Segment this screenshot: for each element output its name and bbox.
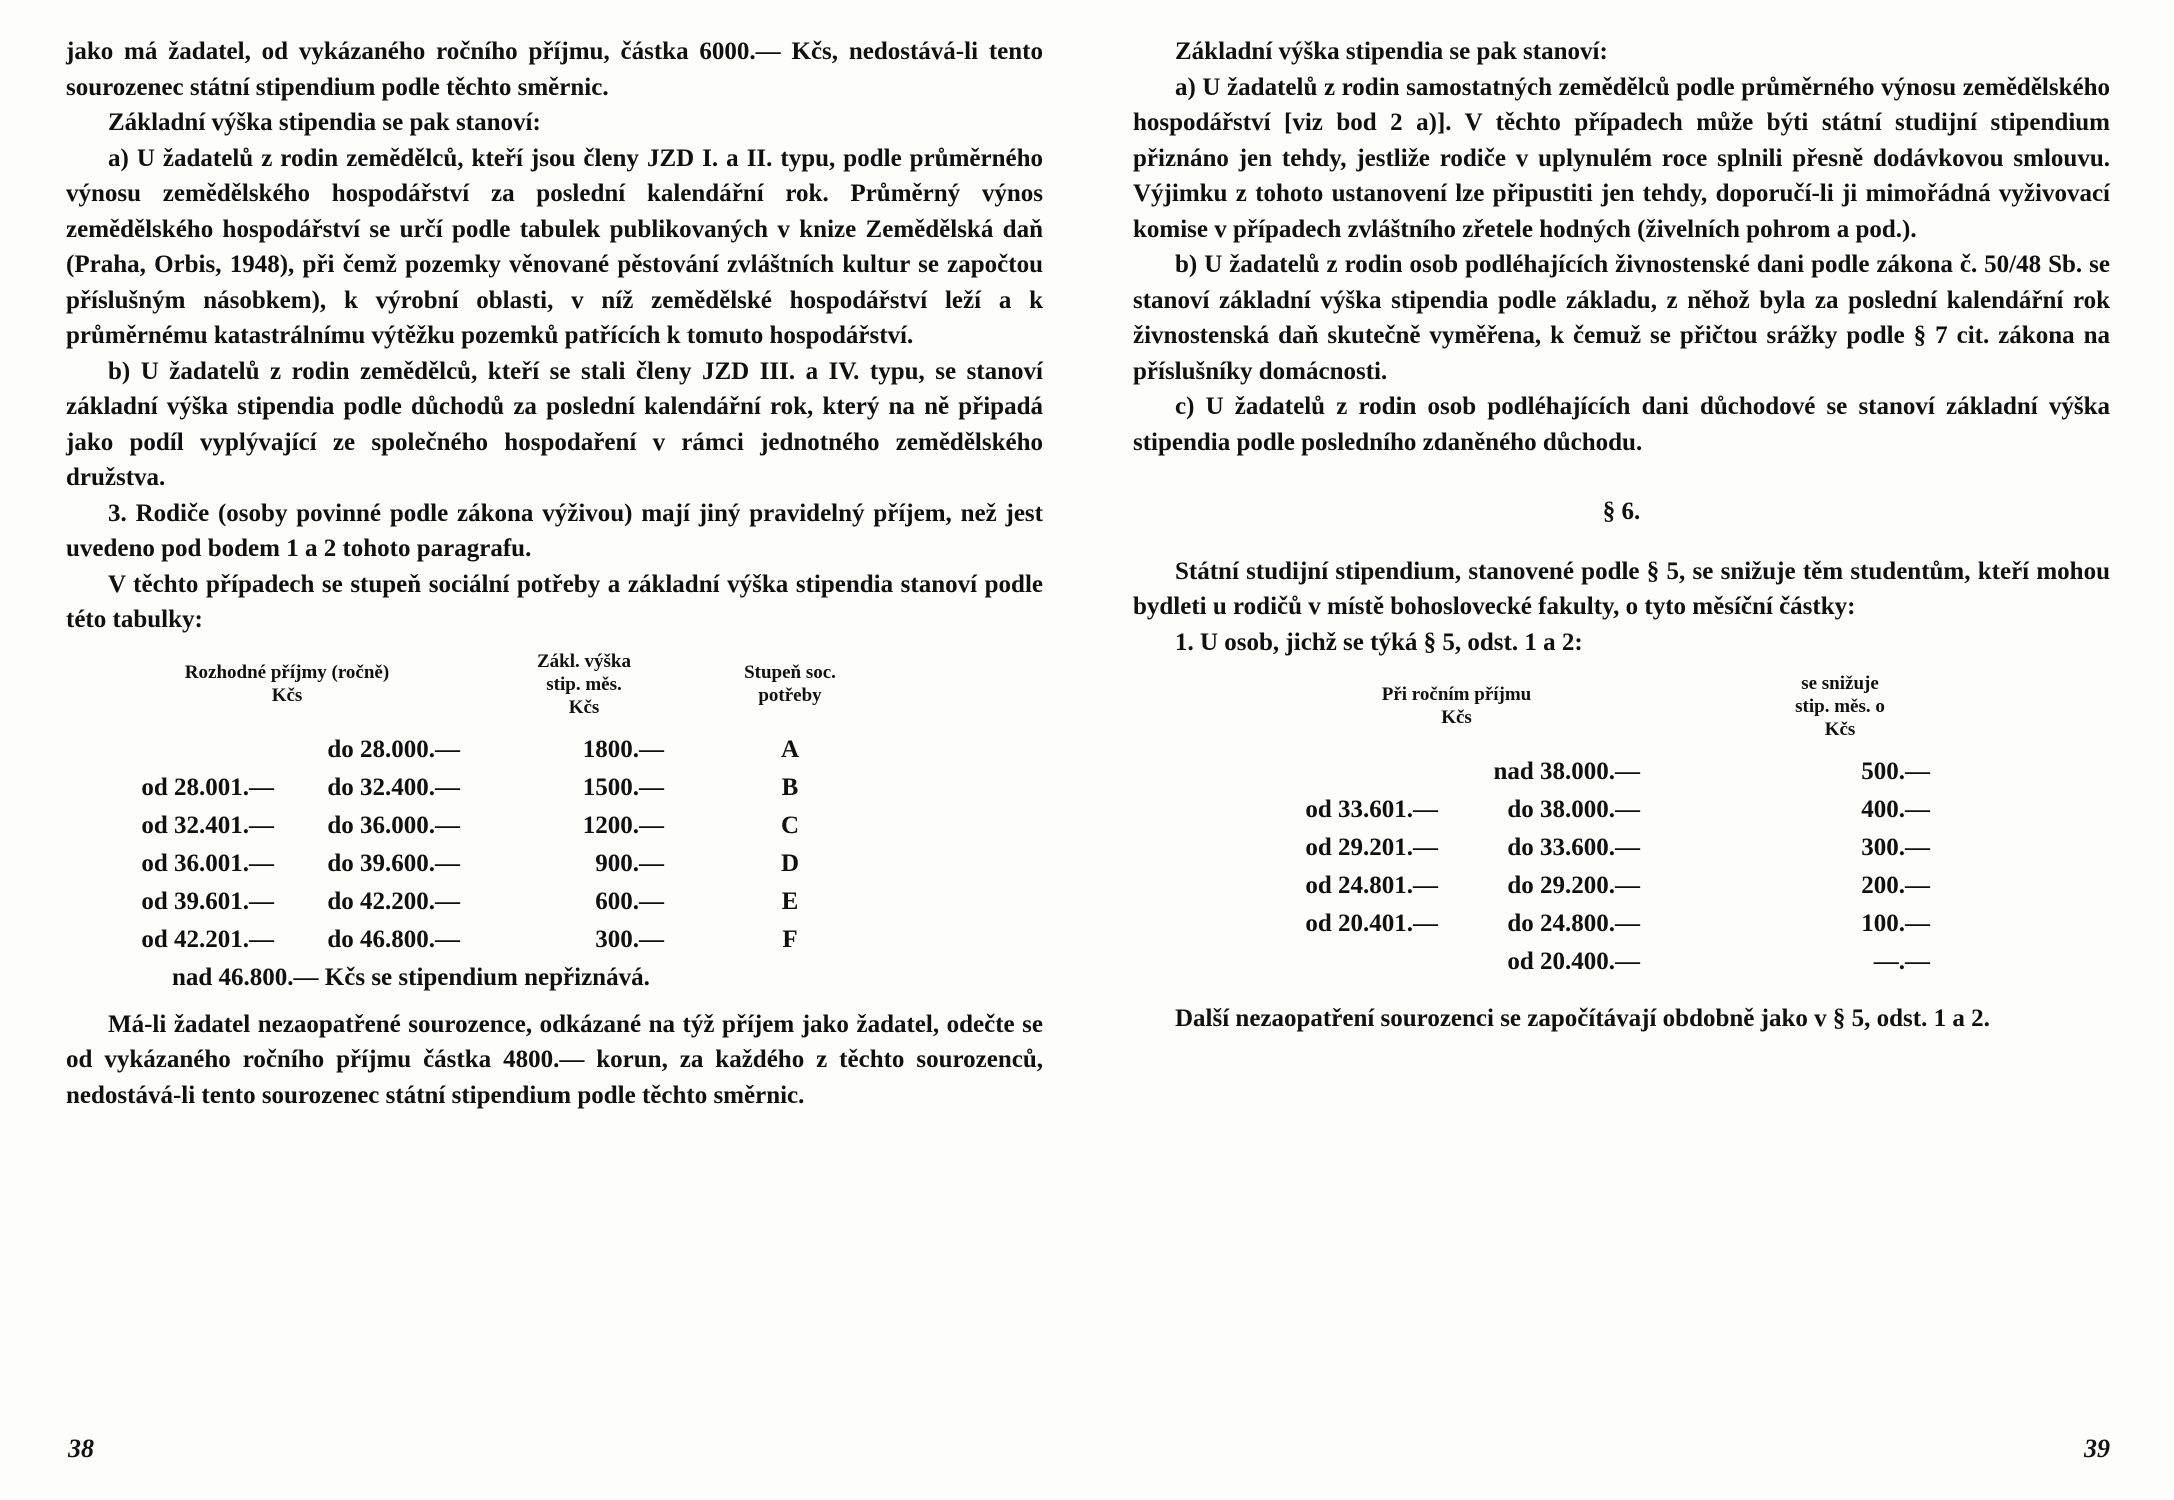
range-from: od 42.201.— <box>141 925 274 953</box>
range-from <box>1273 943 1438 981</box>
range-to: do 39.600.— <box>327 849 460 877</box>
amount-cell: 900.— <box>595 849 664 877</box>
range-to: nad 38.000.— <box>1493 758 1640 785</box>
header-amount-column <box>504 650 664 719</box>
table-row <box>114 921 1043 959</box>
range-from: od 33.601.— <box>1305 796 1438 823</box>
page-right <box>1133 34 2110 1113</box>
table-row <box>114 883 1043 921</box>
grade-cell: E <box>781 887 799 915</box>
range-to: do 42.200.— <box>327 887 460 915</box>
amount-cell: 600.— <box>595 887 664 915</box>
header-line: Stupeň soc. <box>744 661 836 683</box>
grade-cell: D <box>780 849 800 877</box>
range-to: do 36.000.— <box>327 811 460 839</box>
header-line: Rozhodné příjmy (ročně) <box>184 661 390 683</box>
paragraph-reduction-intro: Státní studijní stipendium, stanovené podle § 5, se snižuje těm studentům, kteří mohou bydleti u rodičů v místě bohoslovecké fakulty, o tyto měsíční částky: <box>1133 557 2110 620</box>
reduction-table <box>1273 672 2110 981</box>
table-row <box>114 807 1043 845</box>
amount-cell: 100.— <box>1861 910 1930 937</box>
range-to: do 38.000.— <box>1507 796 1640 823</box>
paragraph-list-1: 1. U osob, jichž se týká § 5, odst. 1 a 2: <box>1175 628 1583 656</box>
reduction-table-header <box>1273 672 2110 741</box>
range-from: od 29.201.— <box>1305 834 1438 861</box>
amount-cell: 500.— <box>1861 758 1930 785</box>
range-to: od 20.400.— <box>1507 948 1640 975</box>
range-to: do 29.200.— <box>1507 872 1640 899</box>
header-line: Při ročním příjmu <box>1381 684 1532 705</box>
paragraph-intro: Základní výška stipendia se pak stanoví: <box>1175 38 1608 65</box>
paragraph-item-b: b) U žadatelů z rodin osob podléhajících živnostenské dani podle zákona č. 50/48 Sb. se stanoví základní výška stipendia podle základu, z něhož byla za poslední kalendářní rok živnostenská daň skutečně vyměřena, k čemuž se přičtou srážky podle § 7 cit. zákona na příslušníky domácnosti. <box>1133 251 2110 385</box>
page-number-left: 38 <box>68 1433 94 1463</box>
table-row <box>1273 905 2110 943</box>
stipend-table-header <box>114 650 1043 719</box>
paragraph-closing: Další nezaopatření sourozenci se započítávají obdobně jako v § 5, odst. 1 a 2. <box>1175 1005 1990 1032</box>
paragraph-item-a: a) U žadatelů z rodin zemědělců, kteří jsou členy JZD I. a II. typu, podle průměrného výnosu zemědělského hospodářství za poslední kalendářní rok. Průměrný výnos zemědělského hospodářství se určí podle tabulek publikovaných v knize Zemědělská daň (Praha, Orbis, 1948), při čemž pozemky věnované pěstování zvláštních kultur se započtou příslušným násobkem), k výrobní oblasti, v níž zemědělské hospodářství leží a k průměrnému katastrálnímu výtěžku pozemků patřících k tomuto hospodářství. <box>66 144 1043 349</box>
range-from: od 39.601.— <box>141 887 274 915</box>
paragraph-siblings: Má-li žadatel nezaopatřené sourozence, odkázané na týž příjem jako žadatel, odečte se od vykázaného ročního příjmu částka 4800.— korun, za každého z těchto sourozenců, nedostává-li tento sourozenec státní stipendium podle těchto směrnic. <box>66 1010 1043 1109</box>
header-line: Kčs <box>1824 719 1856 740</box>
header-line: Kčs <box>271 684 303 706</box>
header-line: stip. měs. <box>546 673 622 695</box>
range-from: od 32.401.— <box>141 811 274 839</box>
section-heading: § 6. <box>1602 498 1641 525</box>
page-left <box>66 34 1043 1113</box>
paragraph-item-3: 3. Rodiče (osoby povinné podle zákona výživou) mají jiný pravidelný příjem, než jest uvedeno pod bodem 1 a 2 tohoto paragrafu. <box>66 499 1043 562</box>
range-from: od 20.401.— <box>1305 910 1438 937</box>
table-row <box>1273 791 2110 829</box>
header-income-column <box>114 650 460 707</box>
range-to: do 28.000.— <box>327 735 460 763</box>
grade-cell: A <box>780 735 800 763</box>
range-to: do 33.600.— <box>1507 834 1640 861</box>
paragraph-item-a: a) U žadatelů z rodin samostatných zemědělců podle průměrného výnosu zemědělského hospodářství [viz bod 2 a)]. V těchto případech může býti státní studijní stipendium přiznáno jen tehdy, jestliže rodiče v uplynulém roce splnili přesně dodávkovou smlouvu. Výjimku z tohoto ustanovení lze připustiti jen tehdy, doporučí-li ji mimořádná vyživovací komise v případech zvláštního zřetele hodných (živelních pohrom a pod.). <box>1133 73 2110 243</box>
amount-cell: —.— <box>1873 948 1930 975</box>
paragraph-table-lead: V těchto případech se stupeň sociální potřeby a základní výška stipendia stanoví podle této tabulky: <box>66 570 1043 633</box>
header-line: se snižuje <box>1801 673 1879 694</box>
header-line: Zákl. výška <box>537 650 631 672</box>
paragraph-item-c: c) U žadatelů z rodin osob podléhajících dani důchodové se stanoví základní výška stipendia podle posledního zdaněného důchodu. <box>1133 393 2110 456</box>
page-number-right: 39 <box>2084 1433 2110 1463</box>
table-row <box>114 769 1043 807</box>
amount-cell: 300.— <box>1861 834 1930 861</box>
header-income-column <box>1273 672 1640 729</box>
table-row <box>1273 753 2110 791</box>
header-line: Kčs <box>568 696 600 718</box>
header-reduction-column <box>1735 672 1945 741</box>
header-grade-column <box>720 650 860 707</box>
range-from: od 28.001.— <box>141 773 274 801</box>
paragraph-item-b: b) U žadatelů z rodin zemědělců, kteří se stali členy JZD III. a IV. typu, se stanoví základní výška stipendia podle důchodů za poslední kalendářní rok, který na ně připadá jako podíl vyplývající ze společného hospodaření v rámci jednotného zemědělského družstva. <box>66 357 1043 491</box>
amount-cell: 1500.— <box>582 773 664 801</box>
range-to: do 24.800.— <box>1507 910 1640 937</box>
amount-cell: 1200.— <box>582 811 664 839</box>
table-row <box>114 845 1043 883</box>
range-from: od 24.801.— <box>1305 872 1438 899</box>
table-row <box>1273 829 2110 867</box>
amount-cell: 300.— <box>595 925 664 953</box>
paragraph-intro: Základní výška stipendia se pak stanoví: <box>108 109 541 136</box>
amount-cell: 400.— <box>1861 796 1930 823</box>
range-from <box>1273 753 1438 791</box>
grade-cell: F <box>782 925 798 953</box>
header-line: Kčs <box>1441 707 1472 728</box>
range-to: do 46.800.— <box>327 925 460 953</box>
stipend-table <box>114 650 1043 997</box>
amount-cell: 200.— <box>1861 872 1930 899</box>
range-from: od 36.001.— <box>141 849 274 877</box>
table-row <box>1273 943 2110 981</box>
table-footer-note: nad 46.800.— Kčs se stipendium nepřiznává. <box>172 963 650 991</box>
header-line: potřeby <box>758 684 822 706</box>
header-line: stip. měs. o <box>1795 696 1885 717</box>
range-to: do 32.400.— <box>327 773 460 801</box>
amount-cell: 1800.— <box>582 735 664 763</box>
paragraph-continuation: jako má žadatel, od vykázaného ročního příjmu, částka 6000.— Kčs, nedostává-li tento sourozenec státní stipendium podle těchto směrnic. <box>66 38 1043 101</box>
table-row <box>1273 867 2110 905</box>
grade-cell: B <box>781 773 799 801</box>
grade-cell: C <box>780 811 800 839</box>
range-from <box>114 731 274 769</box>
table-row <box>114 731 1043 769</box>
